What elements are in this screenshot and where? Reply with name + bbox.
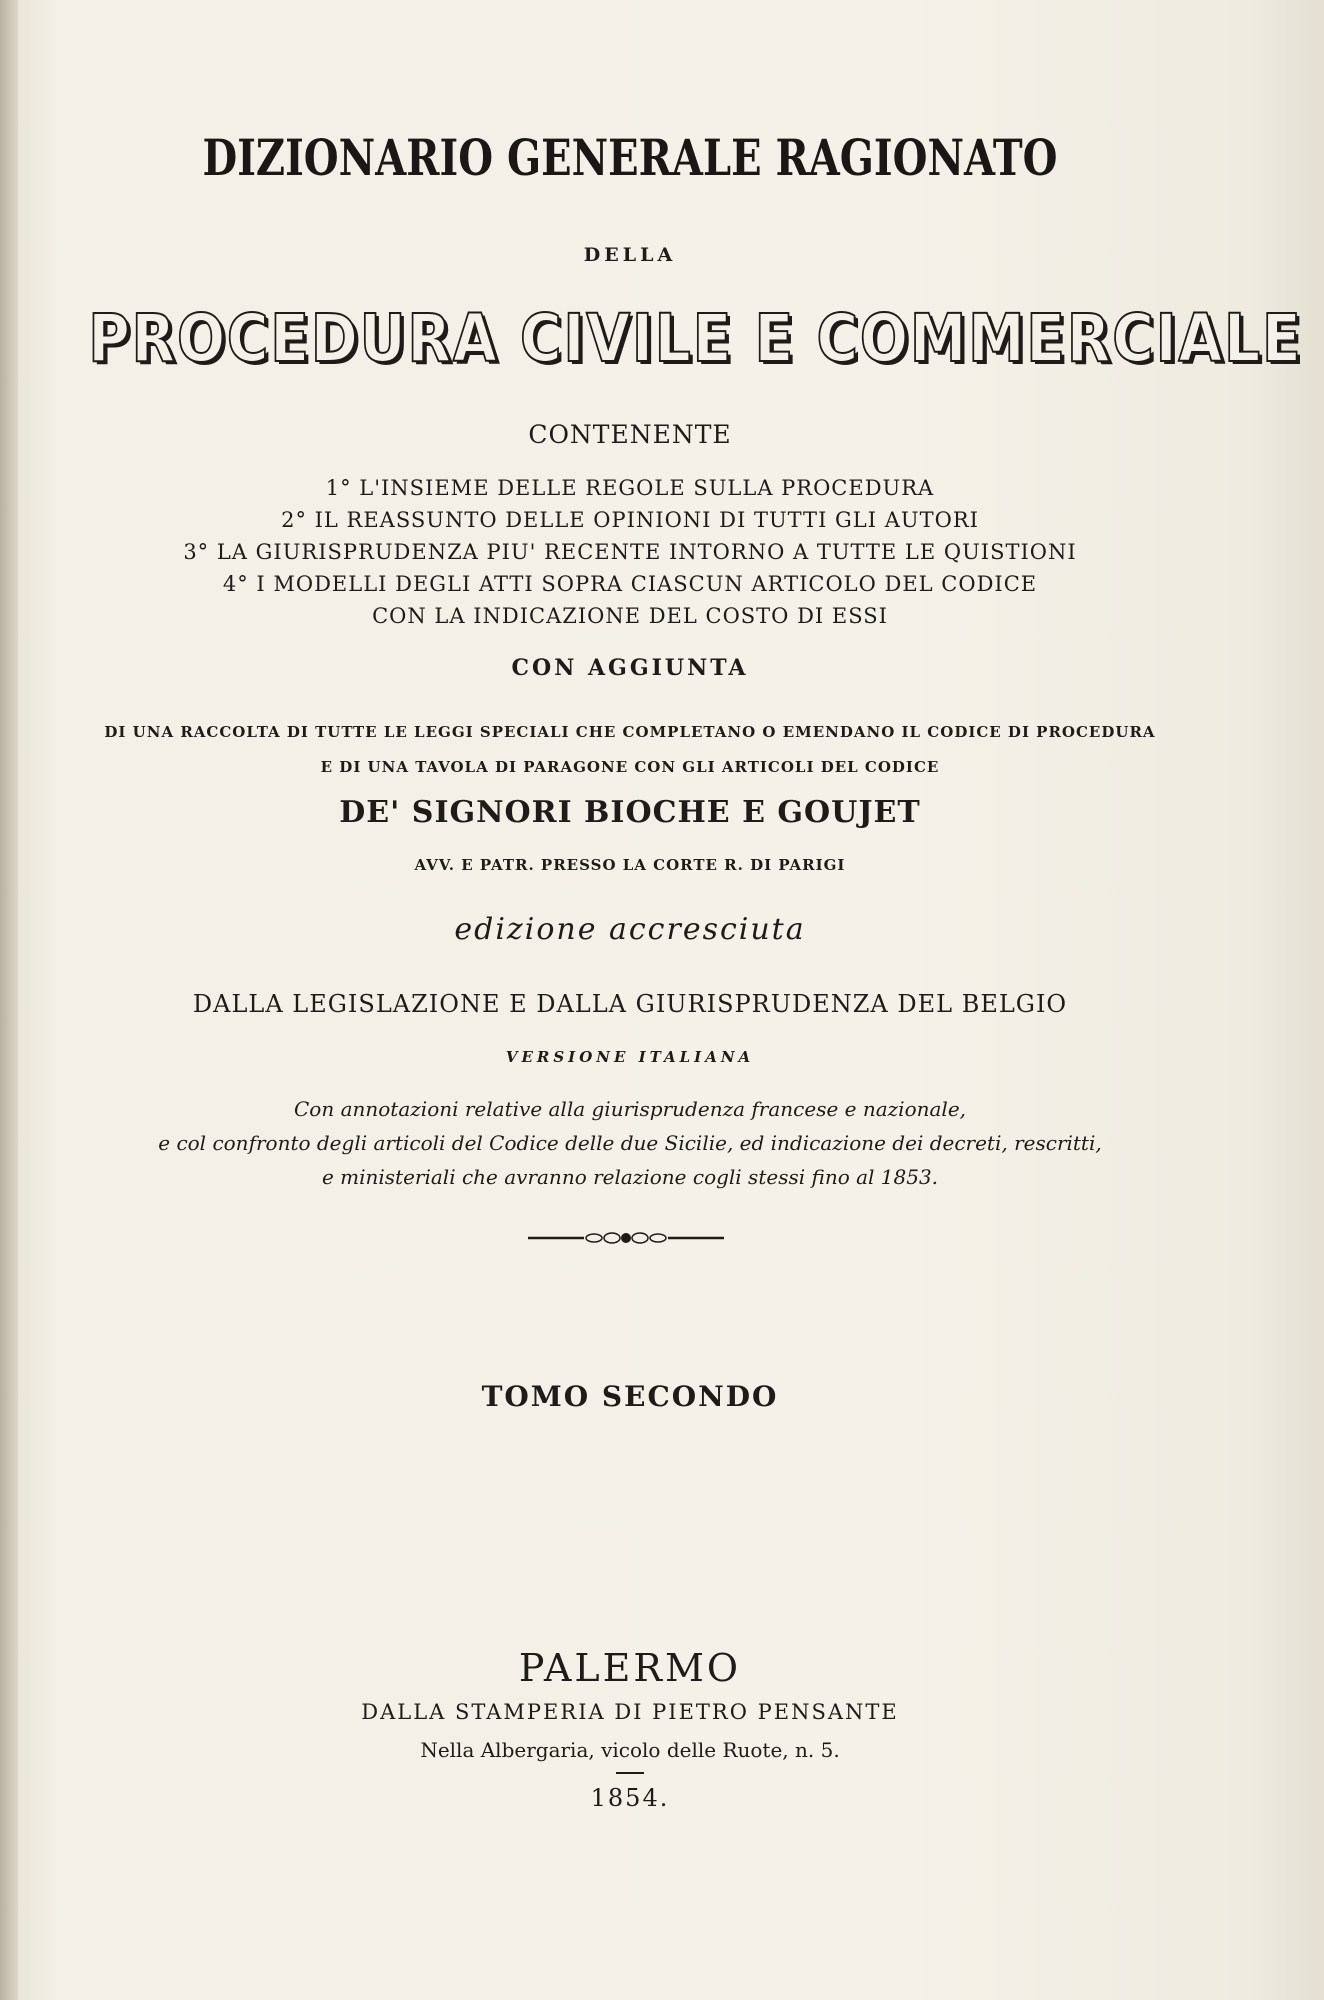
della-label: DELLA — [583, 244, 677, 266]
book-title: DIZIONARIO GENERALE RAGIONATO — [202, 128, 1058, 187]
authors-names: DE' SIGNORI BIOCHE E GOUJET — [339, 795, 921, 830]
imprint-rule — [616, 1772, 644, 1774]
book-subject: PROCEDURA CIVILE E COMMERCIALE — [88, 300, 1303, 377]
edition-label: edizione accresciuta — [454, 912, 806, 947]
authors-role: AVV. E PATR. PRESSO LA CORTE R. DI PARIGI — [414, 856, 846, 874]
contents-item: 4° I MODELLI DEGLI ATTI SOPRA CIASCUN ARTICOLO DEL CODICE — [222, 572, 1038, 596]
contents-list — [0, 472, 1260, 632]
imprint-printer: DALLA STAMPERIA DI PIETRO PENSANTE — [361, 1700, 899, 1724]
volume-label: TOMO SECONDO — [481, 1380, 779, 1413]
annotation-line: Con annotazioni relative alla giurisprudenza francese e nazionale, — [293, 1097, 967, 1121]
contents-heading: CONTENENTE — [528, 420, 732, 449]
annotation-line: e col confronto degli articoli del Codice delle due Sicilie, ed indicazione dei decreti, rescritti, — [158, 1131, 1102, 1155]
edition-source: DALLA LEGISLAZIONE E DALLA GIURISPRUDENZA DEL BELGIO — [192, 990, 1068, 1018]
addition-line: DI UNA RACCOLTA DI TUTTE LE LEGGI SPECIALI CHE COMPLETANO O EMENDANO IL CODICE DI PROCEDURA — [104, 723, 1156, 741]
contents-item: 1° L'INSIEME DELLE REGOLE SULLA PROCEDURA — [325, 476, 935, 500]
addition-heading: CON AGGIUNTA — [511, 655, 749, 681]
imprint-address: Nella Albergaria, vicolo delle Ruote, n. 5. — [420, 1738, 840, 1762]
addition-line: E DI UNA TAVOLA DI PARAGONE CON GLI ARTICOLI DEL CODICE — [320, 758, 940, 776]
ornament-divider — [528, 1228, 724, 1248]
edition-version: VERSIONE ITALIANA — [505, 1048, 755, 1066]
imprint-year: 1854. — [590, 1784, 670, 1812]
contents-item: 3° LA GIURISPRUDENZA PIU' RECENTE INTORNO A TUTTE LE QUISTIONI — [183, 540, 1077, 564]
contents-item: 2° IL REASSUNTO DELLE OPINIONI DI TUTTI GLI AUTORI — [281, 508, 979, 532]
annotation-line: e ministeriali che avranno relazione cogli stessi fino al 1853. — [321, 1165, 939, 1189]
edition-annotations — [0, 1092, 1260, 1194]
addition-lines — [0, 715, 1260, 785]
contents-item: CON LA INDICAZIONE DEL COSTO DI ESSI — [372, 604, 888, 628]
imprint-city: PALERMO — [518, 1646, 742, 1690]
